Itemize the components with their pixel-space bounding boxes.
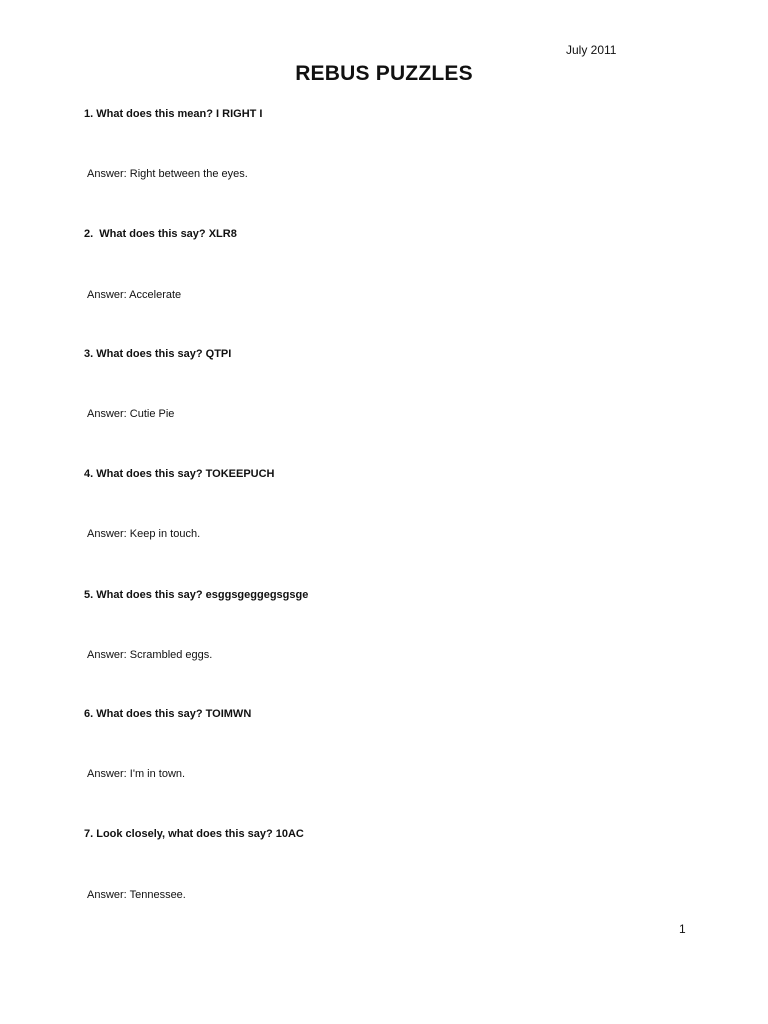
puzzle-question-2: 2. What does this say? XLR8 [84, 228, 237, 240]
puzzle-answer-3: Answer: Cutie Pie [87, 408, 175, 420]
puzzle-question-5: 5. What does this say? esggsgeggegsgsge [84, 589, 309, 601]
puzzle-answer-6: Answer: I'm in town. [87, 768, 186, 780]
puzzle-answer-7: Answer: Tennessee. [87, 889, 186, 901]
puzzle-question-3: 3. What does this say? QTPI [84, 348, 232, 360]
puzzle-question-1: 1. What does this mean? I RIGHT I [84, 108, 263, 120]
puzzle-question-7: 7. Look closely, what does this say? 10AC [84, 828, 304, 840]
document-date: July 2011 [566, 43, 617, 57]
puzzle-answer-5: Answer: Scrambled eggs. [87, 649, 213, 661]
puzzle-question-4: 4. What does this say? TOKEEPUCH [84, 468, 275, 480]
puzzle-question-6: 6. What does this say? TOIMWN [84, 708, 252, 720]
puzzle-answer-1: Answer: Right between the eyes. [87, 168, 248, 180]
page-title: REBUS PUZZLES [295, 62, 473, 85]
puzzle-answer-2: Answer: Accelerate [87, 289, 182, 301]
page-number: 1 [679, 922, 686, 936]
puzzle-answer-4: Answer: Keep in touch. [87, 528, 201, 540]
